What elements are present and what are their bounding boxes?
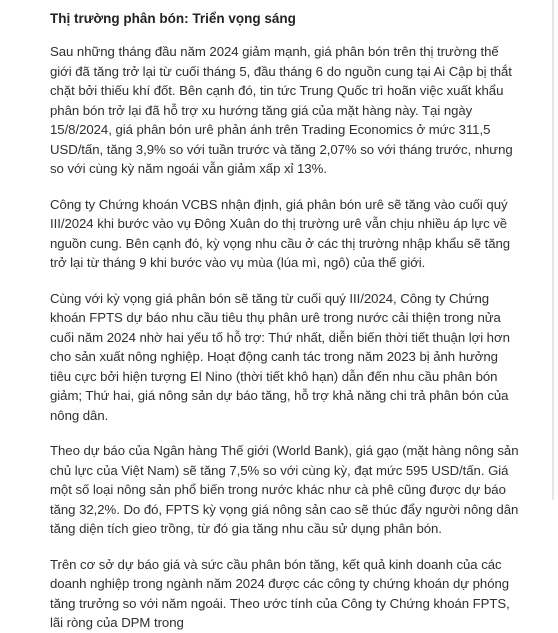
paragraph-5: Trên cơ sở dự báo giá và sức cầu phân bón tăng, kết quả kinh doanh của các doanh nghiệp trong ngành năm 2024 được các công ty chứng khoán dự phóng tăng trưởng so với năm ngoái. Theo ước tính của Công ty Chứng khoán FPTS, lãi ròng của DPM trong — [50, 556, 510, 630]
article-heading: Thị trường phân bón: Triển vọng sáng — [50, 11, 296, 26]
paragraph-3: Cùng với kỳ vọng giá phân bón sẽ tăng từ cuối quý III/2024, Công ty Chứng khoán FPTS dự báo nhu cầu tiêu thụ phân urê trong nước cải thiện trong nửa cuối năm 2024 nhờ hai yếu tố hỗ trợ: Thứ nhất, diễn biến thời tiết thuận lợi hơn cho sản xuất nông nghiệp. Hoạt động canh tác trong năm 2023 bị ảnh hưởng tiêu cực bởi hiện tượng El Nino (thời tiết khô hạn) dẫn đến nhu cầu phân bón giảm; Thứ hai, giá nông sản dự báo tăng, hỗ trợ khả năng chi trả phân bón của nông dân. — [50, 290, 510, 423]
scrollbar-track[interactable] — [552, 0, 554, 500]
paragraph-1: Sau những tháng đầu năm 2024 giảm mạnh, giá phân bón trên thị trường thế giới đã tăng trở lại từ cuối tháng 5, đầu tháng 6 do nguồn cung tại Ai Cập bị thắt chặt bởi thiếu khí đốt. Bên cạnh đó, tin tức Trung Quốc trì hoãn việc xuất khẩu phân bón trở lại đã hỗ trợ xu hướng tăng giá của mặt hàng này. Tại ngày 15/8/2024, giá phân bón urê phản ánh trên Trading Economics ở mức 311,5 USD/tấn, tăng 3,9% so với tuần trước và tăng 2,07% so với tháng trước, nhưng so với cùng kỳ năm ngoái vẫn giảm xấp xỉ 13%. — [50, 44, 513, 176]
paragraph-2: Công ty Chứng khoán VCBS nhận định, giá phân bón urê sẽ tăng vào cuối quý III/2024 khi bước vào vụ Đông Xuân do thị trường urê vẫn chịu nhiều áp lực về nguồn cung. Bên cạnh đó, kỳ vọng nhu cầu ở các thị trường nhập khẩu sẽ tăng trở lại từ tháng 9 khi bước vào vụ mùa (lúa mì, ngô) của thế giới. — [50, 196, 511, 270]
paragraph-4: Theo dự báo của Ngân hàng Thế giới (World Bank), giá gạo (mặt hàng nông sản chủ lực của Việt Nam) sẽ tăng 7,5% so với cùng kỳ, đạt mức 595 USD/tấn. Giá một số loại nông sản phổ biến trong nước khác như cà phê cũng được dự báo tăng 32,2%. Do đó, FPTS kỳ vọng giá nông sản cao sẽ thúc đẩy người nông dân tăng diện tích gieo trồng, từ đó gia tăng nhu cầu sử dụng phân bón. — [50, 443, 519, 536]
